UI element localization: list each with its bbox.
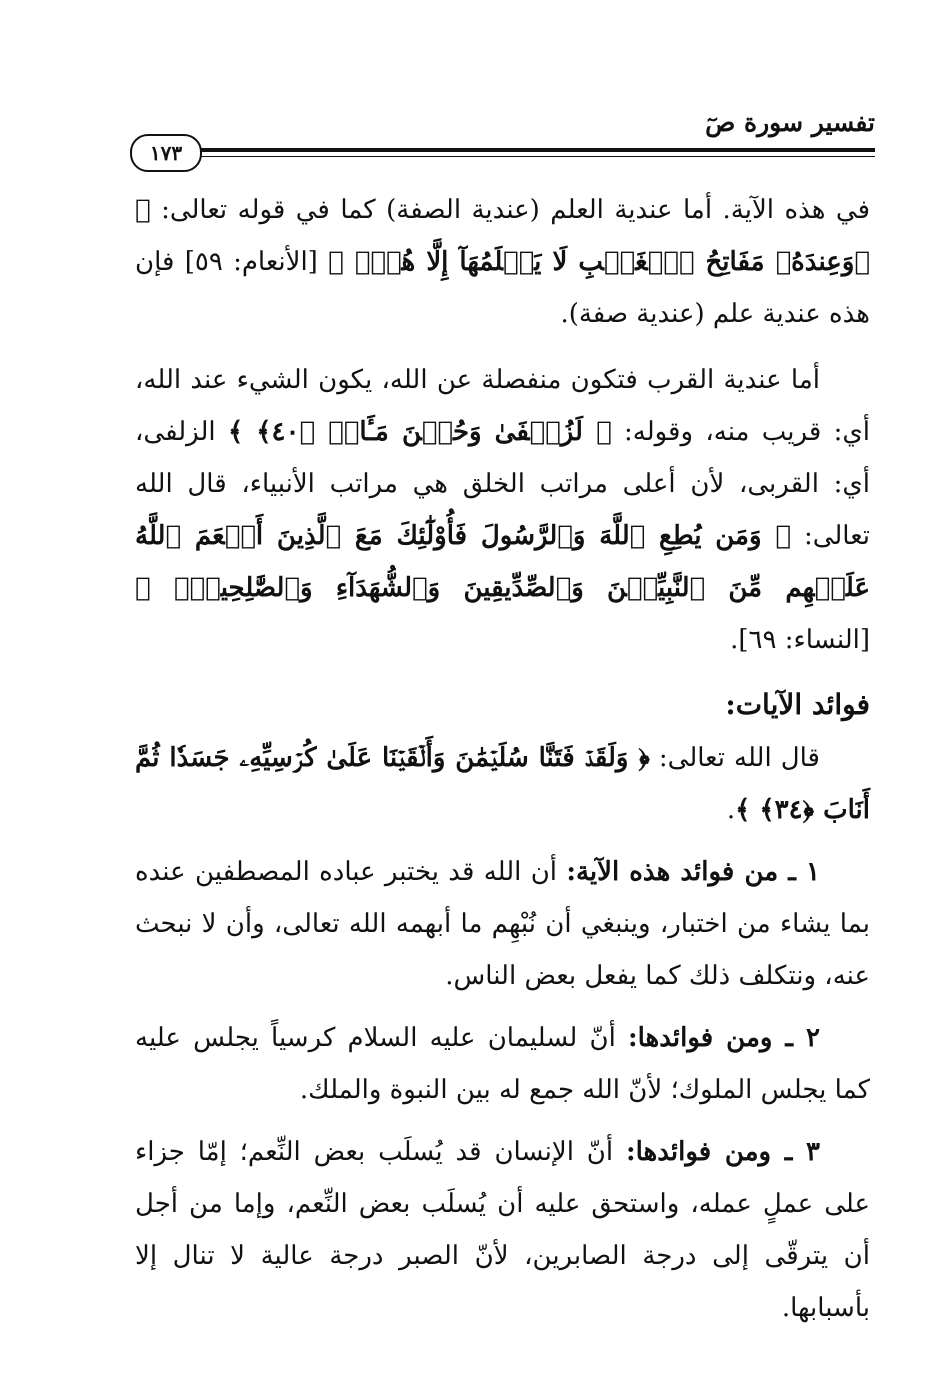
text-span: في هذه الآية. أما عندية العلم (عندية الصفة) كما في قوله تعالى:	[150, 195, 870, 225]
text-span: الزلفى، أي: القربى، لأن أعلى مراتب الخلق هي مراتب الأنبياء، قال الله تعالى:	[135, 417, 870, 551]
running-title: تفسير سورة صٓ	[705, 108, 875, 137]
paragraph	[135, 184, 870, 340]
point-lead: من فوائد هذه الآية:	[566, 857, 779, 887]
quran-verse: ﴿ ۞وَعِندَهُۥ مَفَاتِحُ ٱلۡغَيۡبِ لَا يَعۡلَمُهَآ إِلَّا هُوَۚ ﴾	[135, 195, 870, 277]
header-rule-thin	[188, 156, 875, 157]
point-text: أنّ الإنسان قد يُسلَب بعض النِّعم؛ إمّا جزاء على عملٍ عمله، واستحق عليه أن يُسلَب بعض النِّعم، وإما من أجل أن يترقّى إلى درجة الصابرين، لأنّ الصبر درجة عالية لا تنال إلا بأسبابها.	[135, 1137, 870, 1323]
section-heading: فوائد الآيات:	[725, 688, 870, 721]
intro-paragraph	[135, 732, 870, 836]
page-header	[130, 108, 875, 180]
point-text: أنّ لسليمان عليه السلام كرسياً يجلس عليه كما يجلس الملوك؛ لأنّ الله جمع له بين النبوة والملك.	[135, 1023, 870, 1105]
paragraph	[135, 354, 870, 666]
text-span: [الأنعام: ٥٩] فإن هذه عندية علم (عندية صفة).	[135, 247, 870, 329]
page-number: ١٧٣	[130, 134, 202, 172]
quran-verse: ﴿ وَمَن يُطِعِ ٱللَّهَ وَٱلرَّسُولَ فَأُوْلَٰٓئِكَ مَعَ ٱلَّذِينَ أَنۡعَمَ ٱللَّهُ عَلَيۡهِم مِّنَ ٱلنَّبِيِّـۧنَ وَٱلصِّدِّيقِينَ وَٱلشُّهَدَآءِ وَٱلصَّٰلِحِينَۚ ﴾	[135, 521, 870, 603]
text-span: .	[726, 795, 736, 825]
point-lead: ومن فوائدها:	[625, 1137, 772, 1167]
text-span: قال الله تعالى:	[649, 743, 820, 773]
point-text: أن الله قد يختبر عباده المصطفين عنده بما يشاء من اختبار، وينبغي أن نُبْهِم ما أبهمه الله تعالى، وأن لا نبحث عنه، ونتكلف ذلك كما يفعل بعض الناس.	[135, 857, 870, 991]
point-number: ١ ـ	[778, 857, 820, 887]
page-body	[135, 184, 870, 1334]
text-span: [النساء: ٦٩].	[730, 625, 870, 655]
quran-verse: ﴿ لَزُلۡفَىٰ وَحُسۡنَ مَـَٔابٖ ﴿٤٠﴾ ﴾	[227, 417, 612, 447]
point-lead: ومن فوائدها:	[628, 1023, 773, 1053]
benefit-point	[135, 1126, 870, 1334]
text-span: أما عندية القرب فتكون منفصلة عن الله، يكون الشيء عند الله، أي: قريب منه، وقوله:	[135, 365, 870, 447]
point-number: ٢ ـ	[772, 1023, 820, 1053]
benefit-point	[135, 1012, 870, 1116]
benefit-point	[135, 846, 870, 1002]
quran-verse: ﴿ وَلَقَدۡ فَتَنَّا سُلَيۡمَٰنَ وَأَلۡقَيۡنَا عَلَىٰ كُرۡسِيِّهِۦ جَسَدٗا ثُمَّ أَنَابَ ﴿٣٤﴾ ﴾	[135, 743, 870, 825]
header-rule-thick	[188, 148, 875, 152]
point-number: ٣ ـ	[771, 1137, 820, 1167]
